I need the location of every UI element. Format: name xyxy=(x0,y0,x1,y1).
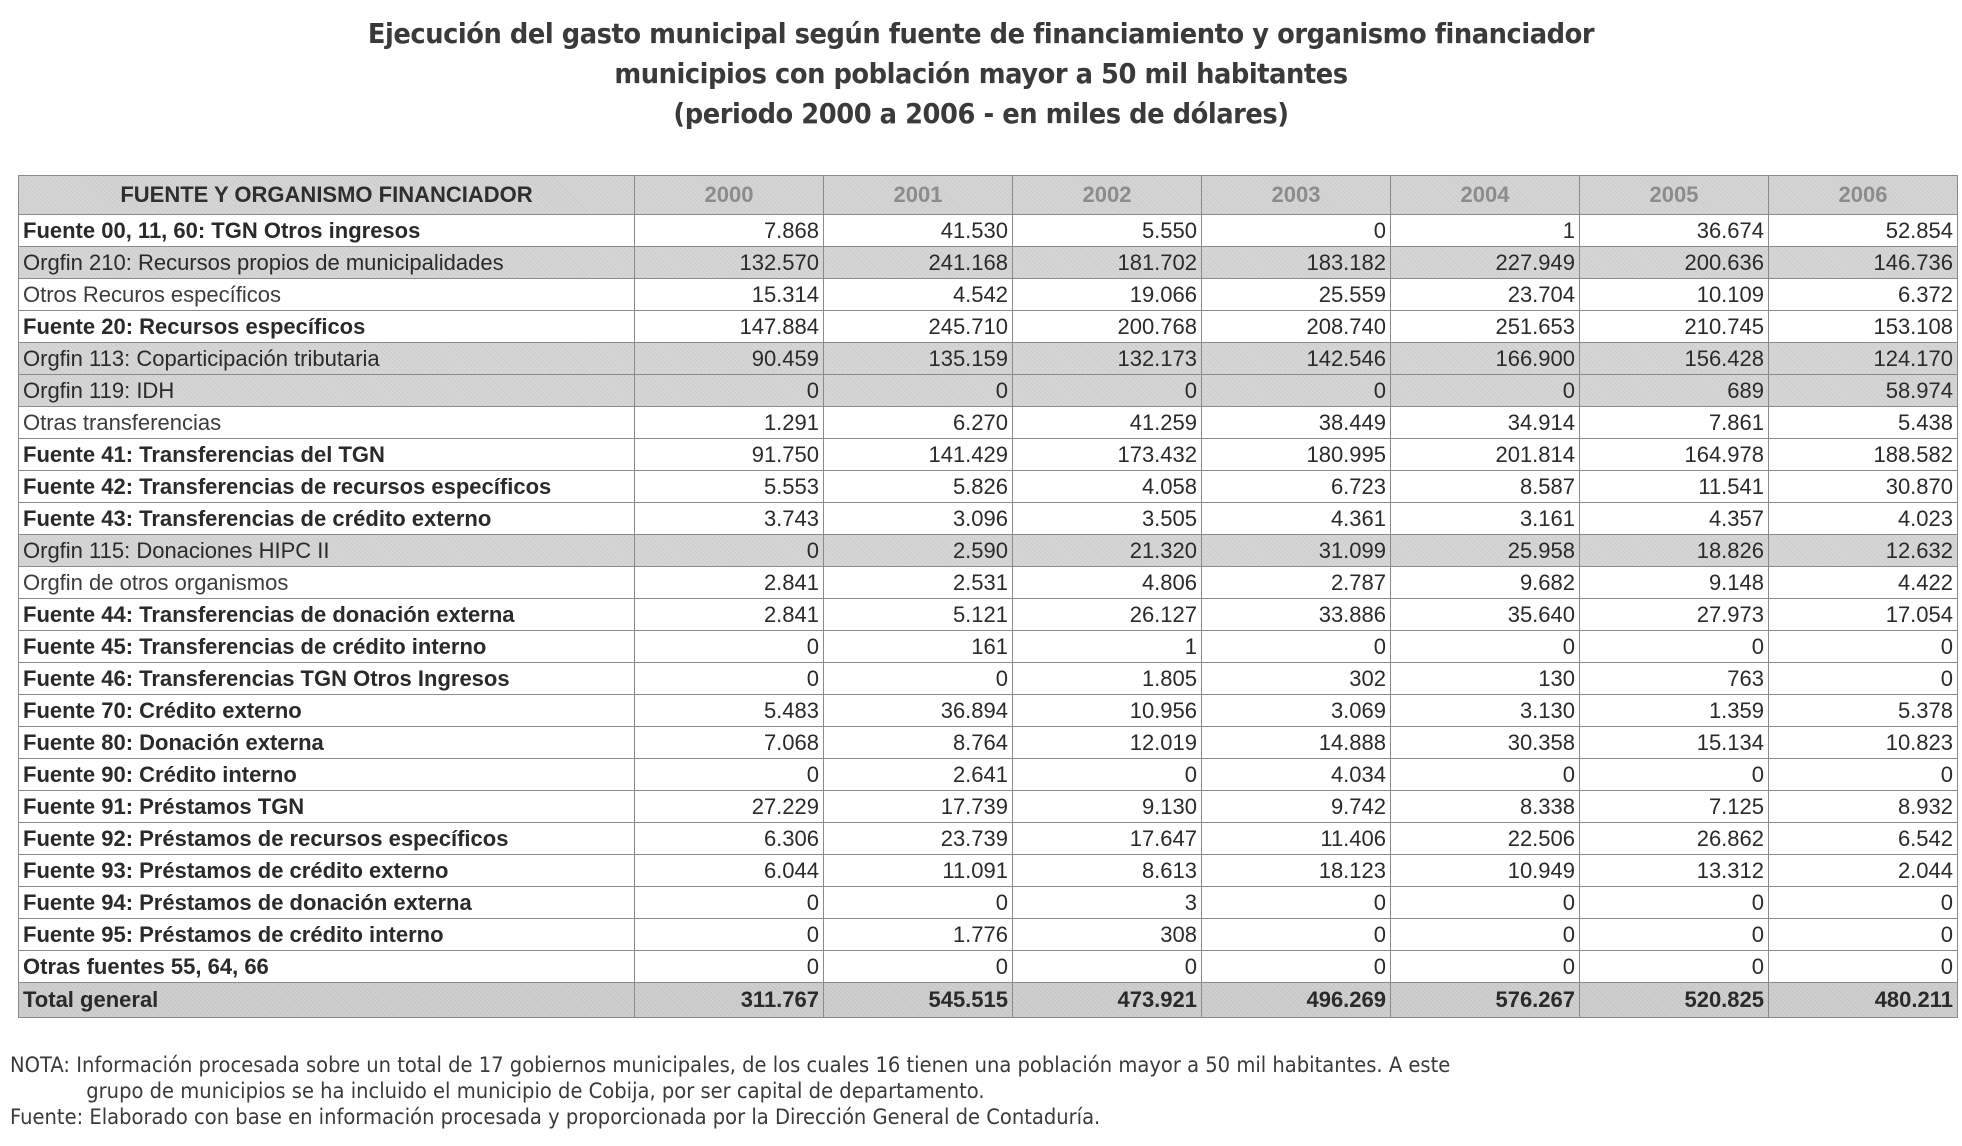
value-cell: 8.613 xyxy=(1013,855,1202,887)
value-cell: 0 xyxy=(1769,663,1958,695)
value-cell: 7.068 xyxy=(635,727,824,759)
value-cell: 6.372 xyxy=(1769,279,1958,311)
row-label: Orgfin de otros organismos xyxy=(19,567,635,599)
table-header-row xyxy=(19,176,1958,215)
value-cell: 6.723 xyxy=(1202,471,1391,503)
page-title xyxy=(78,14,1883,134)
row-label: Fuente 20: Recursos específicos xyxy=(19,311,635,343)
value-cell: 90.459 xyxy=(635,343,824,375)
value-cell: 3.505 xyxy=(1013,503,1202,535)
table-row xyxy=(19,439,1958,471)
table-row xyxy=(19,375,1958,407)
value-cell: 18.123 xyxy=(1202,855,1391,887)
value-cell: 0 xyxy=(1580,951,1769,983)
total-cell: 545.515 xyxy=(824,983,1013,1018)
value-cell: 6.542 xyxy=(1769,823,1958,855)
value-cell: 0 xyxy=(1013,951,1202,983)
value-cell: 0 xyxy=(1202,887,1391,919)
value-cell: 14.888 xyxy=(1202,727,1391,759)
table-row xyxy=(19,887,1958,919)
value-cell: 130 xyxy=(1391,663,1580,695)
value-cell: 4.542 xyxy=(824,279,1013,311)
value-cell: 0 xyxy=(635,951,824,983)
value-cell: 9.682 xyxy=(1391,567,1580,599)
table-row xyxy=(19,855,1958,887)
value-cell: 27.229 xyxy=(635,791,824,823)
value-cell: 132.570 xyxy=(635,247,824,279)
value-cell: 10.949 xyxy=(1391,855,1580,887)
table-row xyxy=(19,247,1958,279)
row-label: Orgfin 210: Recursos propios de municipalidades xyxy=(19,247,635,279)
value-cell: 3 xyxy=(1013,887,1202,919)
value-cell: 1.776 xyxy=(824,919,1013,951)
value-cell: 0 xyxy=(824,663,1013,695)
table-row xyxy=(19,759,1958,791)
value-cell: 146.736 xyxy=(1769,247,1958,279)
value-cell: 8.587 xyxy=(1391,471,1580,503)
value-cell: 10.823 xyxy=(1769,727,1958,759)
value-cell: 34.914 xyxy=(1391,407,1580,439)
table-row xyxy=(19,279,1958,311)
value-cell: 35.640 xyxy=(1391,599,1580,631)
title-line-1: Ejecución del gasto municipal según fuente de financiamiento y organismo financiador xyxy=(367,17,1595,50)
value-cell: 6.306 xyxy=(635,823,824,855)
value-cell: 11.406 xyxy=(1202,823,1391,855)
value-cell: 5.553 xyxy=(635,471,824,503)
value-cell: 153.108 xyxy=(1769,311,1958,343)
value-cell: 302 xyxy=(1202,663,1391,695)
table-row xyxy=(19,727,1958,759)
value-cell: 200.768 xyxy=(1013,311,1202,343)
value-cell: 2.787 xyxy=(1202,567,1391,599)
source-note: Fuente: Elaborado con base en información procesada y proporcionada por la Dirección General de Contaduría. xyxy=(10,1105,1101,1129)
table-row xyxy=(19,791,1958,823)
value-cell: 4.357 xyxy=(1580,503,1769,535)
row-label: Fuente 45: Transferencias de crédito interno xyxy=(19,631,635,663)
value-cell: 0 xyxy=(1769,631,1958,663)
value-cell: 36.894 xyxy=(824,695,1013,727)
value-cell: 9.742 xyxy=(1202,791,1391,823)
row-label: Fuente 90: Crédito interno xyxy=(19,759,635,791)
value-cell: 180.995 xyxy=(1202,439,1391,471)
value-cell: 0 xyxy=(1391,919,1580,951)
value-cell: 0 xyxy=(635,375,824,407)
value-cell: 8.932 xyxy=(1769,791,1958,823)
value-cell: 241.168 xyxy=(824,247,1013,279)
value-cell: 0 xyxy=(1769,919,1958,951)
table-row xyxy=(19,631,1958,663)
total-cell: 520.825 xyxy=(1580,983,1769,1018)
value-cell: 5.378 xyxy=(1769,695,1958,727)
value-cell: 7.125 xyxy=(1580,791,1769,823)
value-cell: 5.121 xyxy=(824,599,1013,631)
value-cell: 9.148 xyxy=(1580,567,1769,599)
value-cell: 0 xyxy=(1202,951,1391,983)
table-row xyxy=(19,503,1958,535)
row-label: Fuente 46: Transferencias TGN Otros Ingresos xyxy=(19,663,635,695)
value-cell: 11.091 xyxy=(824,855,1013,887)
value-cell: 5.826 xyxy=(824,471,1013,503)
column-header-year: 2001 xyxy=(824,176,1013,215)
value-cell: 6.044 xyxy=(635,855,824,887)
value-cell: 25.958 xyxy=(1391,535,1580,567)
value-cell: 0 xyxy=(1769,887,1958,919)
value-cell: 142.546 xyxy=(1202,343,1391,375)
row-label: Orgfin 113: Coparticipación tributaria xyxy=(19,343,635,375)
footnotes xyxy=(10,1052,1814,1130)
value-cell: 0 xyxy=(635,535,824,567)
value-cell: 0 xyxy=(635,919,824,951)
row-label: Fuente 00, 11, 60: TGN Otros ingresos xyxy=(19,215,635,247)
row-label: Orgfin 119: IDH xyxy=(19,375,635,407)
value-cell: 15.314 xyxy=(635,279,824,311)
column-header-year: 2002 xyxy=(1013,176,1202,215)
row-label: Fuente 43: Transferencias de crédito externo xyxy=(19,503,635,535)
value-cell: 1.805 xyxy=(1013,663,1202,695)
value-cell: 4.034 xyxy=(1202,759,1391,791)
value-cell: 245.710 xyxy=(824,311,1013,343)
value-cell: 8.338 xyxy=(1391,791,1580,823)
value-cell: 183.182 xyxy=(1202,247,1391,279)
value-cell: 19.066 xyxy=(1013,279,1202,311)
value-cell: 0 xyxy=(1391,375,1580,407)
value-cell: 135.159 xyxy=(824,343,1013,375)
value-cell: 0 xyxy=(1580,887,1769,919)
column-header-year: 2000 xyxy=(635,176,824,215)
value-cell: 208.740 xyxy=(1202,311,1391,343)
value-cell: 0 xyxy=(1769,951,1958,983)
value-cell: 58.974 xyxy=(1769,375,1958,407)
value-cell: 0 xyxy=(1013,759,1202,791)
total-cell: 496.269 xyxy=(1202,983,1391,1018)
value-cell: 2.044 xyxy=(1769,855,1958,887)
row-label: Fuente 92: Préstamos de recursos específicos xyxy=(19,823,635,855)
table-row xyxy=(19,535,1958,567)
value-cell: 1 xyxy=(1391,215,1580,247)
value-cell: 227.949 xyxy=(1391,247,1580,279)
value-cell: 164.978 xyxy=(1580,439,1769,471)
value-cell: 52.854 xyxy=(1769,215,1958,247)
total-row xyxy=(19,983,1958,1018)
title-line-3: (periodo 2000 a 2006 - en miles de dólares) xyxy=(673,97,1289,130)
value-cell: 0 xyxy=(824,375,1013,407)
value-cell: 0 xyxy=(635,759,824,791)
value-cell: 3.743 xyxy=(635,503,824,535)
table-row xyxy=(19,407,1958,439)
value-cell: 8.764 xyxy=(824,727,1013,759)
row-label: Orgfin 115: Donaciones HIPC II xyxy=(19,535,635,567)
value-cell: 173.432 xyxy=(1013,439,1202,471)
row-label: Fuente 44: Transferencias de donación externa xyxy=(19,599,635,631)
table-row xyxy=(19,343,1958,375)
value-cell: 12.019 xyxy=(1013,727,1202,759)
row-label: Fuente 95: Préstamos de crédito interno xyxy=(19,919,635,951)
value-cell: 10.956 xyxy=(1013,695,1202,727)
value-cell: 9.130 xyxy=(1013,791,1202,823)
value-cell: 124.170 xyxy=(1769,343,1958,375)
value-cell: 5.438 xyxy=(1769,407,1958,439)
value-cell: 763 xyxy=(1580,663,1769,695)
table-row xyxy=(19,951,1958,983)
value-cell: 4.422 xyxy=(1769,567,1958,599)
value-cell: 33.886 xyxy=(1202,599,1391,631)
value-cell: 91.750 xyxy=(635,439,824,471)
value-cell: 4.806 xyxy=(1013,567,1202,599)
value-cell: 132.173 xyxy=(1013,343,1202,375)
value-cell: 0 xyxy=(635,631,824,663)
value-cell: 161 xyxy=(824,631,1013,663)
column-header-year: 2004 xyxy=(1391,176,1580,215)
value-cell: 2.641 xyxy=(824,759,1013,791)
value-cell: 17.739 xyxy=(824,791,1013,823)
value-cell: 1 xyxy=(1013,631,1202,663)
table-row xyxy=(19,919,1958,951)
value-cell: 2.841 xyxy=(635,599,824,631)
value-cell: 17.054 xyxy=(1769,599,1958,631)
value-cell: 36.674 xyxy=(1580,215,1769,247)
value-cell: 0 xyxy=(635,663,824,695)
value-cell: 0 xyxy=(1580,759,1769,791)
nota-line-2: grupo de municipios se ha incluido el municipio de Cobija, por ser capital de departamento. xyxy=(86,1079,985,1103)
value-cell: 201.814 xyxy=(1391,439,1580,471)
row-label: Fuente 42: Transferencias de recursos específicos xyxy=(19,471,635,503)
value-cell: 2.590 xyxy=(824,535,1013,567)
value-cell: 6.270 xyxy=(824,407,1013,439)
value-cell: 2.531 xyxy=(824,567,1013,599)
column-header-source: FUENTE Y ORGANISMO FINANCIADOR xyxy=(19,176,635,215)
value-cell: 188.582 xyxy=(1769,439,1958,471)
value-cell: 1.291 xyxy=(635,407,824,439)
value-cell: 12.632 xyxy=(1769,535,1958,567)
value-cell: 0 xyxy=(1769,759,1958,791)
value-cell: 4.361 xyxy=(1202,503,1391,535)
value-cell: 210.745 xyxy=(1580,311,1769,343)
value-cell: 27.973 xyxy=(1580,599,1769,631)
total-cell: 480.211 xyxy=(1769,983,1958,1018)
value-cell: 3.161 xyxy=(1391,503,1580,535)
value-cell: 18.826 xyxy=(1580,535,1769,567)
row-label: Fuente 93: Préstamos de crédito externo xyxy=(19,855,635,887)
table-body xyxy=(19,215,1958,983)
value-cell: 15.134 xyxy=(1580,727,1769,759)
value-cell: 0 xyxy=(1202,631,1391,663)
value-cell: 0 xyxy=(824,887,1013,919)
table-row xyxy=(19,663,1958,695)
table-row xyxy=(19,823,1958,855)
column-header-year: 2006 xyxy=(1769,176,1958,215)
table-row xyxy=(19,311,1958,343)
value-cell: 41.530 xyxy=(824,215,1013,247)
value-cell: 308 xyxy=(1013,919,1202,951)
value-cell: 23.739 xyxy=(824,823,1013,855)
value-cell: 11.541 xyxy=(1580,471,1769,503)
row-label: Otras transferencias xyxy=(19,407,635,439)
total-cell: 576.267 xyxy=(1391,983,1580,1018)
value-cell: 0 xyxy=(1580,631,1769,663)
value-cell: 141.429 xyxy=(824,439,1013,471)
row-label: Fuente 70: Crédito externo xyxy=(19,695,635,727)
row-label: Fuente 94: Préstamos de donación externa xyxy=(19,887,635,919)
value-cell: 22.506 xyxy=(1391,823,1580,855)
value-cell: 0 xyxy=(1391,887,1580,919)
column-header-year: 2005 xyxy=(1580,176,1769,215)
row-label: Otros Recuros específicos xyxy=(19,279,635,311)
table-row xyxy=(19,471,1958,503)
value-cell: 0 xyxy=(1391,631,1580,663)
row-label: Fuente 91: Préstamos TGN xyxy=(19,791,635,823)
value-cell: 10.109 xyxy=(1580,279,1769,311)
value-cell: 41.259 xyxy=(1013,407,1202,439)
value-cell: 0 xyxy=(1580,919,1769,951)
expenditure-table xyxy=(18,175,1958,1018)
value-cell: 200.636 xyxy=(1580,247,1769,279)
value-cell: 5.483 xyxy=(635,695,824,727)
column-header-year: 2003 xyxy=(1202,176,1391,215)
value-cell: 13.312 xyxy=(1580,855,1769,887)
value-cell: 3.096 xyxy=(824,503,1013,535)
table-row xyxy=(19,567,1958,599)
value-cell: 0 xyxy=(1202,375,1391,407)
value-cell: 30.358 xyxy=(1391,727,1580,759)
value-cell: 3.069 xyxy=(1202,695,1391,727)
value-cell: 181.702 xyxy=(1013,247,1202,279)
total-cell: 311.767 xyxy=(635,983,824,1018)
value-cell: 147.884 xyxy=(635,311,824,343)
value-cell: 0 xyxy=(1391,951,1580,983)
row-label: Fuente 41: Transferencias del TGN xyxy=(19,439,635,471)
value-cell: 0 xyxy=(1202,919,1391,951)
row-label: Otras fuentes 55, 64, 66 xyxy=(19,951,635,983)
value-cell: 21.320 xyxy=(1013,535,1202,567)
value-cell: 17.647 xyxy=(1013,823,1202,855)
value-cell: 7.868 xyxy=(635,215,824,247)
value-cell: 26.127 xyxy=(1013,599,1202,631)
value-cell: 25.559 xyxy=(1202,279,1391,311)
table-row xyxy=(19,215,1958,247)
value-cell: 0 xyxy=(1202,215,1391,247)
table-row xyxy=(19,599,1958,631)
value-cell: 3.130 xyxy=(1391,695,1580,727)
value-cell: 1.359 xyxy=(1580,695,1769,727)
value-cell: 2.841 xyxy=(635,567,824,599)
value-cell: 0 xyxy=(1391,759,1580,791)
value-cell: 156.428 xyxy=(1580,343,1769,375)
value-cell: 38.449 xyxy=(1202,407,1391,439)
value-cell: 0 xyxy=(1013,375,1202,407)
value-cell: 4.023 xyxy=(1769,503,1958,535)
value-cell: 0 xyxy=(635,887,824,919)
value-cell: 251.653 xyxy=(1391,311,1580,343)
nota-line-1: NOTA: Información procesada sobre un total de 17 gobiernos municipales, de los cuales 16 tienen una población mayor a 50 mil habitantes. A este xyxy=(10,1053,1451,1077)
table-row xyxy=(19,695,1958,727)
total-cell: 473.921 xyxy=(1013,983,1202,1018)
value-cell: 7.861 xyxy=(1580,407,1769,439)
value-cell: 0 xyxy=(824,951,1013,983)
value-cell: 26.862 xyxy=(1580,823,1769,855)
value-cell: 5.550 xyxy=(1013,215,1202,247)
value-cell: 166.900 xyxy=(1391,343,1580,375)
row-label: Fuente 80: Donación externa xyxy=(19,727,635,759)
value-cell: 23.704 xyxy=(1391,279,1580,311)
value-cell: 689 xyxy=(1580,375,1769,407)
title-line-2: municipios con población mayor a 50 mil habitantes xyxy=(614,57,1348,90)
value-cell: 4.058 xyxy=(1013,471,1202,503)
total-label: Total general xyxy=(19,983,635,1018)
value-cell: 31.099 xyxy=(1202,535,1391,567)
value-cell: 30.870 xyxy=(1769,471,1958,503)
